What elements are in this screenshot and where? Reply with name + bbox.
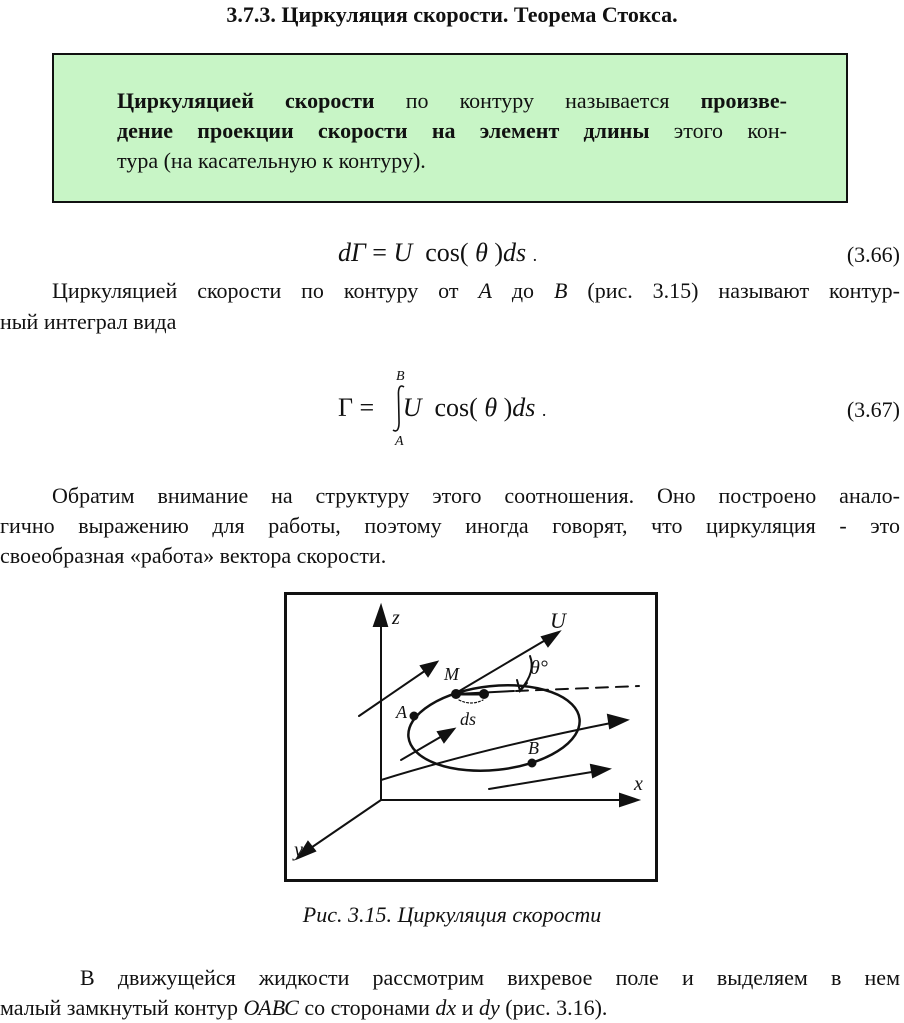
point-M-label: M — [444, 664, 459, 684]
point-B-label: B — [528, 738, 539, 758]
point-A — [411, 713, 418, 720]
point-A-label: A — [396, 702, 407, 722]
figure-caption: Рис. 3.15. Циркуляция скорости — [302, 902, 602, 927]
velocity-arrowhead — [542, 632, 559, 646]
ds-brace — [459, 700, 483, 703]
flow-arrow-3-head — [608, 715, 627, 728]
ds-label: ds — [460, 709, 477, 729]
velocity-label: U — [550, 608, 566, 633]
integral-upper-limit: B — [396, 369, 405, 384]
point-B — [529, 760, 536, 767]
definition-term: Циркуляцией скорости — [117, 88, 375, 113]
integral-sign — [391, 384, 407, 434]
paragraph-2-line-1: Обратим внимание на структуру этого соотношения. Оно построено анало- — [52, 483, 900, 508]
integral-lower-limit: A — [395, 434, 404, 449]
point-ds-end — [480, 690, 488, 698]
paragraph-2-line-3: своеобразная «работа» вектора скорости. — [0, 543, 387, 568]
flow-arrow-1-head — [421, 662, 437, 676]
equation-3-67: Γ = U cos( θ )ds . — [338, 393, 547, 422]
equation-number-3-66: (3.66) — [846, 242, 900, 267]
paragraph-2-line-2: гично выражению для работы, поэтому иногда говорят, что циркуляция - это — [0, 513, 900, 538]
definition-line-2: дение проекции скорости на элемент длины этого кон- — [117, 118, 787, 143]
theta-label: θ° — [530, 657, 548, 679]
flow-arrow-4 — [489, 770, 604, 789]
paragraph-3-line-2: малый замкнутый контур ОАВС со сторонами dx и dy (рис. 3.16). — [0, 995, 608, 1020]
figure-frame — [286, 594, 657, 881]
axis-y-label: y. — [294, 839, 307, 861]
figure-3-15 — [284, 592, 658, 882]
equation-number-3-67: (3.67) — [846, 397, 900, 422]
paragraph-1-line-1: Циркуляцией скорости по контуру от A до B (рис. 3.15) называют контур- — [52, 278, 900, 303]
definition-line-1: Циркуляцией скорости по контуру называется произве- — [117, 88, 787, 113]
axis-z-label: z — [392, 607, 400, 629]
axis-x-label: x — [634, 773, 643, 795]
z-axis-arrowhead — [374, 606, 387, 626]
paragraph-3-line-1: В движущейся жидкости рассмотрим вихревое поле и выделяем в нем — [80, 965, 900, 990]
section-title: 3.7.3. Циркуляция скорости. Теорема Стокса. — [226, 2, 678, 27]
definition-line-3: тура (на касательную к контуру). — [117, 148, 426, 173]
flow-arrow-2-head — [438, 729, 454, 742]
y-axis — [302, 800, 381, 854]
flow-arrow-4-head — [591, 765, 609, 777]
point-M — [452, 690, 460, 698]
paragraph-1-line-2: ный интеграл вида — [0, 309, 177, 334]
x-axis-arrowhead — [620, 794, 638, 806]
equation-3-66: dΓ = U cos( θ )ds . — [338, 238, 538, 267]
